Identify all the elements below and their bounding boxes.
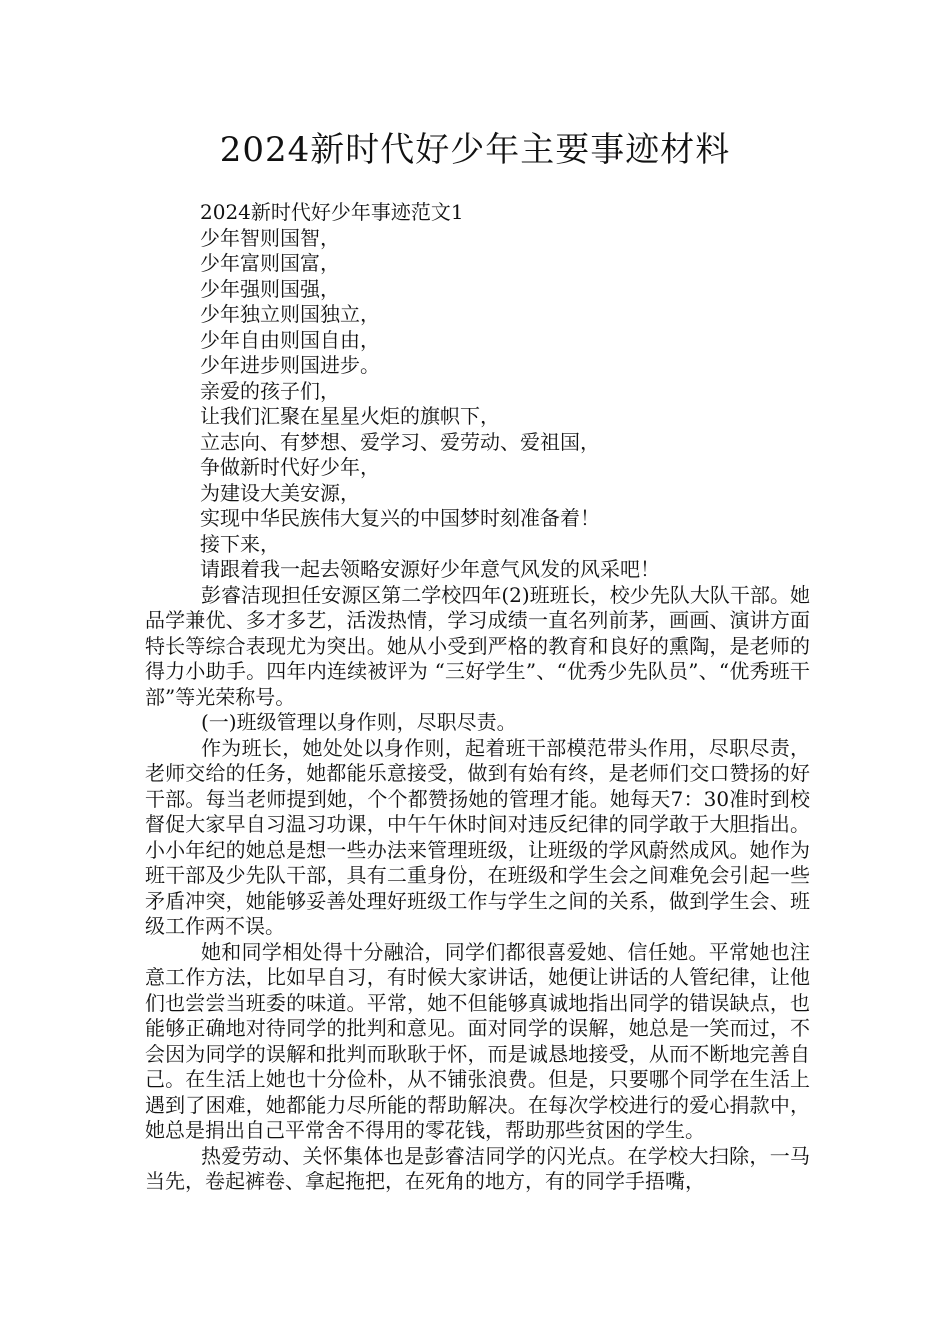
poem-line: 少年独立则国独立， [200,302,380,326]
poem-line: 少年强则国强， [200,276,340,301]
body-paragraph: 彭睿洁现担任安源区第二学校四年(2)班班长，校少先队大队干部。她品学兼优、多才多艺，活泼热情，学习成绩一直名列前茅，画画、演讲方面特长等综合表现尤为突出。她从小受到严格的教育和良好的熏陶，是老师的得力小助手。四年内连续被评为 “三好学生”、“优秀少先队员”、“优秀班干部”等光荣称号。 [145,582,810,709]
document-body [145,200,810,1195]
document-subtitle: 2024新时代好少年事迹范文1 [200,200,464,224]
document-title: 2024新时代好少年主要事迹材料 [219,130,731,170]
section-heading: (一)班级管理以身作则，尽职尽责。 [201,710,517,734]
body-paragraph: 作为班长，她处处以身作则，起着班干部模范带头作用，尽职尽责，老师交给的任务，她都能乐意接受，做到有始有终，是老师们交口赞扬的好干部。每当老师提到她，个个都赞扬她的管理才能。她每天7：30准时到校督促大家早自习温习功课，中午午休时间对违反纪律的同学敢于大胆指出。小小年纪的她总是想一些办法来管理班级，让班级的学风蔚然成风。她作为班干部及少先队干部，具有二重身份，在班级和学生会之间难免会引起一些矛盾冲突，她能够妥善处理好班级工作与学生之间的关系，做到学生会、班级工作两不误。 [145,735,810,938]
poem-line: 少年进步则国进步。 [200,353,380,377]
poem-line: 少年富则国富， [200,251,340,275]
poem-line: 为建设大美安源， [200,480,360,505]
poem-line: 请跟着我一起去领略安源好少年意气风发的风采吧！ [200,557,660,581]
poem-line: 亲爱的孩子们， [200,378,340,403]
body-paragraph: 热爱劳动、关怀集体也是彭睿洁同学的闪光点。在学校大扫除，一马当先，卷起裤卷、拿起拖把，在死角的地方，有的同学手捂嘴， [145,1143,810,1193]
poem-line: 立志向、有梦想、爱学习、爱劳动、爱祖国， [200,429,600,454]
poem-line: 实现中华民族伟大复兴的中国梦时刻准备着！ [200,506,600,530]
poem-line: 让我们汇聚在星星火炬的旗帜下， [200,404,500,428]
poem-line: 少年自由则国自由， [200,327,380,352]
poem-line: 争做新时代好少年， [200,455,380,479]
body-paragraph: 她和同学相处得十分融洽，同学们都很喜爱她、信任她。平常她也注意工作方法，比如早自习，有时候大家讲话，她便让讲话的人管纪律，让他们也尝尝当班委的味道。平常，她不但能够真诚地指出同学的错误缺点，也能够正确地对待同学的批判和意见。面对同学的误解，她总是一笑而过，不会因为同学的误解和批判而耿耿于怀，而是诚恳地接受，从而不断地完善自己。在生活上她也十分俭朴，从不铺张浪费。但是，只要哪个同学在生活上遇到了困难，她都能力尽所能的帮助解决。在每次学校进行的爱心捐款中，她总是捐出自己平常舍不得用的零花钱，帮助那些贫困的学生。 [145,939,810,1142]
poem-line: 接下来， [200,531,280,556]
poem-line: 少年智则国智， [200,225,340,250]
